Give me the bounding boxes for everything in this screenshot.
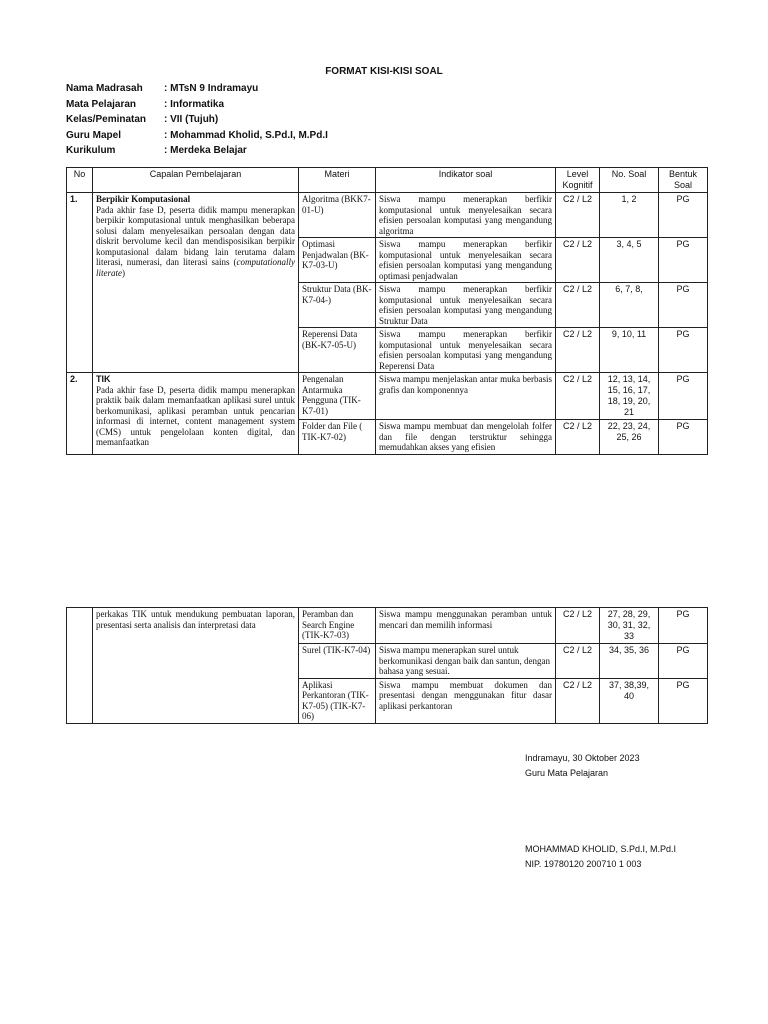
level-cell: C2 / L2 xyxy=(556,678,600,723)
indikator-cell: Siswa mampu menggunakan peramban untuk mencari dan memilih informasi xyxy=(376,608,556,644)
level-cell: C2 / L2 xyxy=(556,608,600,644)
header-bentuk xyxy=(659,168,708,193)
header-materi: Materi xyxy=(299,168,376,193)
header-level xyxy=(556,168,600,193)
meta-key: Guru Mapel xyxy=(66,129,122,141)
meta-key: Mata Pelajaran xyxy=(66,98,137,110)
materi-cell: Aplikasi Perkantoran (TIK-K7-05) (TIK-K7-06) xyxy=(299,678,376,723)
bentuk-cell: PG xyxy=(659,283,708,328)
indikator-cell: Siswa mampu menerapkan berfikir komputasional untuk menyelesaikan secara efisien persoalan komputasi yang mengandung Struktur Data xyxy=(376,283,556,328)
document-title: FORMAT KISI-KISI SOAL xyxy=(325,66,443,77)
no-soal-cell: 6, 7, 8, xyxy=(600,283,659,328)
bentuk-cell: PG xyxy=(659,328,708,373)
no-soal-cell: 9, 10, 11 xyxy=(600,328,659,373)
header-level-line1: Level xyxy=(566,169,589,179)
bentuk-cell: PG xyxy=(659,678,708,723)
bentuk-cell: PG xyxy=(659,420,708,455)
bentuk-cell: PG xyxy=(659,238,708,283)
materi-cell: Reperensi Data (BK-K7-05-U) xyxy=(299,328,376,373)
level-cell: C2 / L2 xyxy=(556,644,600,679)
no-soal-cell: 37, 38,39, 40 xyxy=(600,678,659,723)
materi-cell: Algoritma (BKK7-01-U) xyxy=(299,193,376,238)
capaian-cell xyxy=(93,193,299,373)
bentuk-cell: PG xyxy=(659,608,708,644)
meta-value: : Informatika xyxy=(164,98,225,110)
level-cell: C2 / L2 xyxy=(556,283,600,328)
indikator-cell: Siswa mampu menerapkan berfikir komputasional untuk menyelesaikan secara efisien persoalan komputasi yang mengandung Reperensi Data xyxy=(376,328,556,373)
level-cell: C2 / L2 xyxy=(556,373,600,420)
meta-row xyxy=(66,112,328,128)
header-indikator: Indikator soal xyxy=(376,168,556,193)
indikator-cell: Siswa mampu membuat dokumen dan presentasi dengan menggunakan fitur dasar aplikasi perkantoran xyxy=(376,678,556,723)
no-soal-cell: 22, 23, 24, 25, 26 xyxy=(600,420,659,455)
materi-cell: Folder dan File ( TIK-K7-02) xyxy=(299,420,376,455)
no-soal-cell: 3, 4, 5 xyxy=(600,238,659,283)
materi-cell: Peramban dan Search Engine (TIK-K7-03) xyxy=(299,608,376,644)
signature-role: Guru Mata Pelajaran xyxy=(525,768,609,778)
capaian-continued: perkakas TIK untuk mendukung pembuatan laporan, presentasi serta analisis dan interpretasi data xyxy=(93,608,299,724)
meta-value: : VII (Tujuh) xyxy=(164,114,219,125)
capaian-italic: computationally literate xyxy=(96,257,295,278)
kisi-kisi-table xyxy=(66,167,708,455)
meta-row xyxy=(66,128,328,144)
table-row xyxy=(67,373,708,420)
no-soal-cell: 27, 28, 29, 30, 31, 32, 33 xyxy=(600,608,659,644)
signature-name: MOHAMMAD KHOLID, S.Pd.I, M.Pd.I xyxy=(525,844,677,854)
header-no: No xyxy=(67,168,93,193)
materi-cell: Surel (TIK-K7-04) xyxy=(299,644,376,679)
header-capaian: Capalan Pembelajaran xyxy=(93,168,299,193)
row-number: 2. xyxy=(67,373,93,455)
meta-row xyxy=(66,97,328,113)
capaian-heading: Berpikir Komputasional xyxy=(96,194,191,204)
row-number: 1. xyxy=(67,193,93,373)
capaian-cell xyxy=(93,373,299,455)
bentuk-cell: PG xyxy=(659,373,708,420)
table-row xyxy=(67,193,708,238)
meta-key: Kurikulum xyxy=(66,145,116,156)
materi-cell: Pengenalan Antarmuka Pengguna (TIK-K7-01) xyxy=(299,373,376,420)
row-number-empty xyxy=(67,608,93,724)
meta-row xyxy=(66,81,328,97)
table-header-row xyxy=(67,168,708,193)
materi-cell: Struktur Data (BK-K7-04-) xyxy=(299,283,376,328)
header-level-line2: Kognitif xyxy=(562,180,593,190)
indikator-cell: Siswa mampu menerapkan surel untuk berkomunikasi dengan baik dan santun, dengan bahasa yang sesuai. xyxy=(376,644,556,679)
bentuk-cell: PG xyxy=(659,193,708,238)
header-bentuk-line2: Soal xyxy=(673,180,692,190)
bentuk-cell: PG xyxy=(659,644,708,679)
meta-row xyxy=(66,143,328,159)
level-cell: C2 / L2 xyxy=(556,328,600,373)
no-soal-cell: 34, 35, 36 xyxy=(600,644,659,679)
meta-value: : Mohammad Kholid, S.Pd.I, M.Pd.I xyxy=(164,129,328,141)
capaian-body-end: ) xyxy=(122,267,125,278)
document-metadata xyxy=(66,81,328,159)
no-soal-cell: 1, 2 xyxy=(600,193,659,238)
meta-value: : MTsN 9 Indramayu xyxy=(164,83,259,94)
indikator-cell: Siswa mampu membuat dan mengelolah folfer dan file dengan terstruktur sehingga memudahkan akses yang efisien xyxy=(376,420,556,455)
level-cell: C2 / L2 xyxy=(556,420,600,455)
level-cell: C2 / L2 xyxy=(556,193,600,238)
meta-value: : Merdeka Belajar xyxy=(164,145,247,156)
capaian-heading: TIK xyxy=(96,374,111,384)
signature-place-date: Indramayu, 30 Oktober 2023 xyxy=(525,753,640,763)
capaian-body: Pada akhir fase D, peserta didik mampu menerapkan berpikir komputasional untuk menghasilkan beberapa solusi dalam menyelesaikan persoalan dengan data diskrit bervolume kecil dan mendisposisikan berpikir komputasional dalam bidang lain terutama dalam literasi, numerasi, dan literasi sains ( xyxy=(96,204,295,267)
capaian-text xyxy=(96,205,295,279)
meta-key: Nama Madrasah xyxy=(66,83,143,94)
header-bentuk-line1: Bentuk xyxy=(668,169,698,179)
header-no-soal: No. Soal xyxy=(600,168,659,193)
capaian-body: Pada akhir fase D, peserta didik mampu menerapkan praktik baik dalam memanfaatkan aplikasi surel untuk berkomunikasi, aplikasi peramban untuk pencarian informasi di internet, content management system (CMS) untuk pengelolaan konten digital, dan memanfaatkan xyxy=(96,384,295,447)
indikator-cell: Siswa mampu menerapkan berfikir komputasional untuk menyelesaikan secara efisien persoalan komputasi yang mengandung algoritma xyxy=(376,193,556,238)
signature-nip: NIP. 19780120 200710 1 003 xyxy=(525,859,642,869)
table-row xyxy=(67,608,708,644)
indikator-cell: Siswa mampu menjelaskan antar muka berbasis grafis dan komponennya xyxy=(376,373,556,420)
indikator-cell: Siswa mampu menerapkan berfikir komputasional untuk menyelesaikan secara efisien persoalan komputasi yang mengandung optimasi penjadwalan xyxy=(376,238,556,283)
level-cell: C2 / L2 xyxy=(556,238,600,283)
meta-key: Kelas/Peminatan xyxy=(66,114,147,125)
kisi-kisi-table-continued xyxy=(66,607,708,724)
no-soal-cell: 12, 13, 14, 15, 16, 17, 18, 19, 20, 21 xyxy=(600,373,659,420)
materi-cell: Optimasi Penjadwalan (BK-K7-03-U) xyxy=(299,238,376,283)
